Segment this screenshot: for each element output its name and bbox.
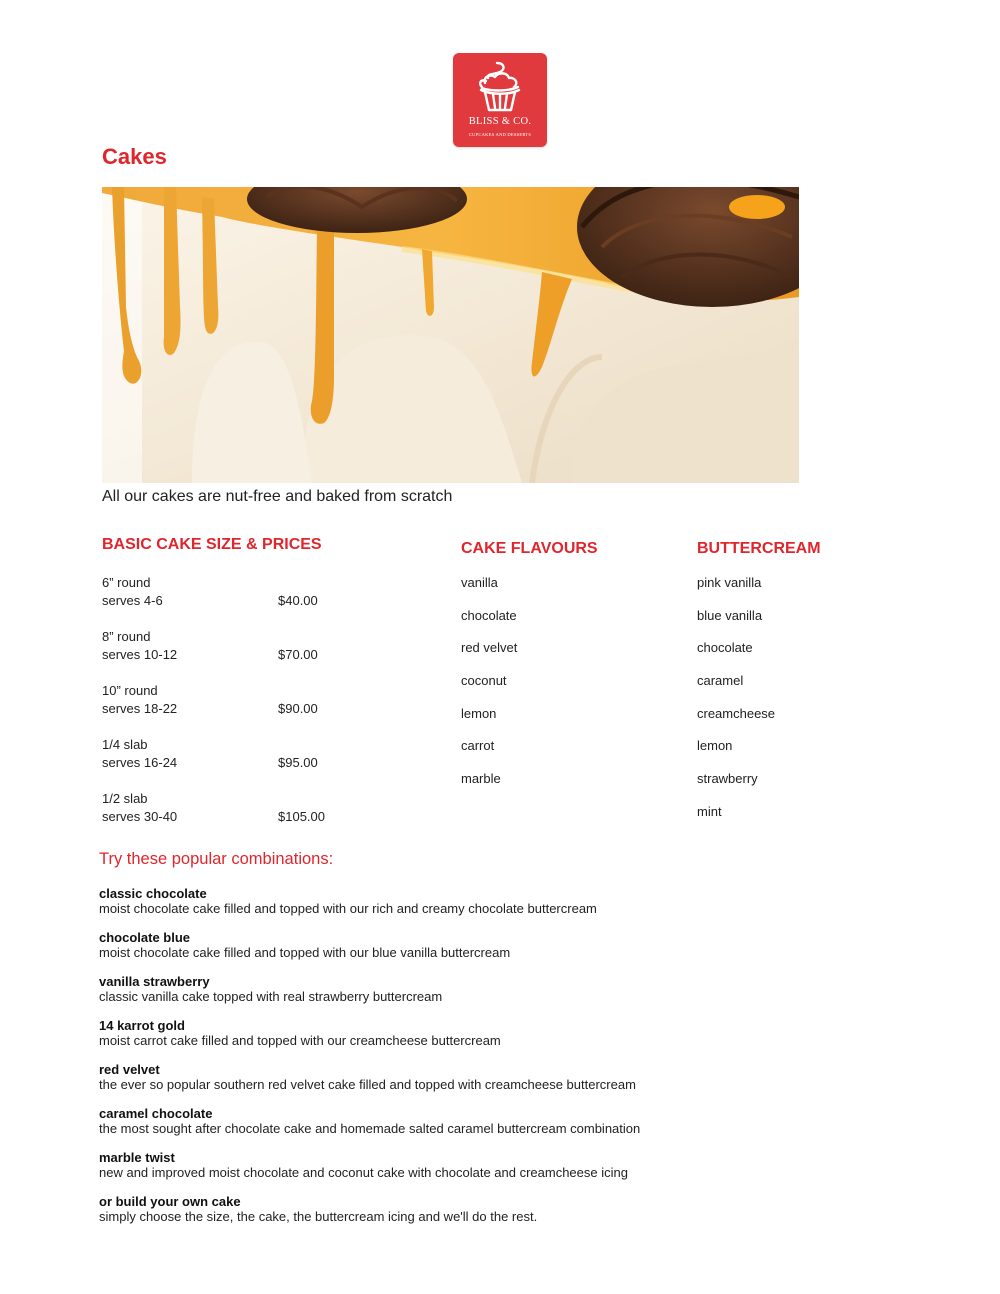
combination-description: the most sought after chocolate cake and homemade salted caramel buttercream combination (99, 1121, 641, 1136)
cake-size: 1/4 slab (102, 737, 148, 752)
combination-item (99, 974, 899, 1018)
brand-name: BLISS & CO. (468, 116, 532, 127)
combination-item (99, 1194, 899, 1238)
buttercream-item: lemon (697, 738, 733, 754)
combination-name: or build your own cake (99, 1194, 241, 1209)
combination-name: classic chocolate (99, 886, 207, 901)
buttercream-heading: BUTTERCREAM (697, 540, 821, 557)
price-list (102, 574, 422, 844)
cake-size: 1/2 slab (102, 791, 148, 806)
combination-name: red velvet (99, 1062, 160, 1077)
combination-name: caramel chocolate (99, 1106, 213, 1121)
flavour-item: coconut (461, 673, 507, 689)
brand-tagline: CUPCAKES AND DESSERTS (468, 132, 532, 137)
serves: serves 18-22 (102, 701, 178, 716)
combination-description: classic vanilla cake topped with real strawberry buttercream (99, 989, 443, 1004)
buttercream-list (697, 574, 775, 836)
price: $95.00 (278, 755, 318, 770)
price-item (102, 682, 422, 736)
page-title: Cakes (102, 144, 167, 169)
buttercream-item: mint (697, 803, 722, 819)
flavours-list (461, 574, 517, 803)
combinations-list (99, 886, 899, 1238)
brand-logo (453, 53, 547, 147)
combination-description: simply choose the size, the cake, the buttercream icing and we'll do the rest. (99, 1209, 538, 1224)
cake-size: 10” round (102, 683, 158, 698)
cake-size: 8” round (102, 629, 151, 644)
flavour-item: marble (461, 771, 501, 787)
price: $40.00 (278, 593, 318, 608)
buttercream-item: blue vanilla (697, 607, 763, 623)
flavour-item: chocolate (461, 607, 517, 623)
cake-size: 6” round (102, 575, 151, 590)
flavour-item: red velvet (461, 640, 518, 656)
price-item (102, 574, 422, 628)
combination-name: vanilla strawberry (99, 974, 210, 989)
combination-item (99, 930, 899, 974)
flavour-item: vanilla (461, 575, 498, 590)
tagline: All our cakes are nut-free and baked from scratch (102, 488, 453, 505)
price: $70.00 (278, 647, 318, 662)
cupcake-icon (473, 59, 527, 117)
buttercream-item: creamcheese (697, 705, 776, 721)
combinations-heading: Try these popular combinations: (99, 850, 334, 868)
combination-description: moist carrot cake filled and topped with our creamcheese buttercream (99, 1033, 501, 1048)
price: $105.00 (278, 809, 325, 824)
price-item (102, 790, 422, 844)
combination-item (99, 886, 899, 930)
combination-item (99, 1018, 899, 1062)
combination-description: moist chocolate cake filled and topped with our rich and creamy chocolate buttercream (99, 901, 597, 916)
price-item (102, 628, 422, 682)
flavour-item: carrot (461, 738, 495, 754)
flavour-item: lemon (461, 705, 497, 721)
buttercream-item: pink vanilla (697, 575, 762, 590)
serves: serves 30-40 (102, 809, 178, 824)
combination-description: new and improved moist chocolate and coconut cake with chocolate and creamcheese icing (99, 1165, 628, 1180)
sizes-heading: BASIC CAKE SIZE & PRICES (102, 536, 322, 553)
price: $90.00 (278, 701, 318, 716)
buttercream-item: strawberry (697, 771, 758, 787)
buttercream-item: chocolate (697, 640, 753, 656)
flavours-heading: CAKE FLAVOURS (461, 540, 598, 557)
combination-description: the ever so popular southern red velvet cake filled and topped with creamcheese buttercream (99, 1077, 636, 1092)
serves: serves 16-24 (102, 755, 178, 770)
price-item (102, 736, 422, 790)
buttercream-item: caramel (697, 673, 744, 689)
combination-name: marble twist (99, 1150, 175, 1165)
combination-name: 14 karrot gold (99, 1018, 185, 1033)
serves: serves 10-12 (102, 647, 178, 662)
hero-image (102, 187, 799, 483)
combination-description: moist chocolate cake filled and topped with our blue vanilla buttercream (99, 945, 511, 960)
combination-item (99, 1150, 899, 1194)
combination-name: chocolate blue (99, 930, 191, 945)
serves: serves 4-6 (102, 593, 163, 608)
combination-item (99, 1062, 899, 1106)
combination-item (99, 1106, 899, 1150)
